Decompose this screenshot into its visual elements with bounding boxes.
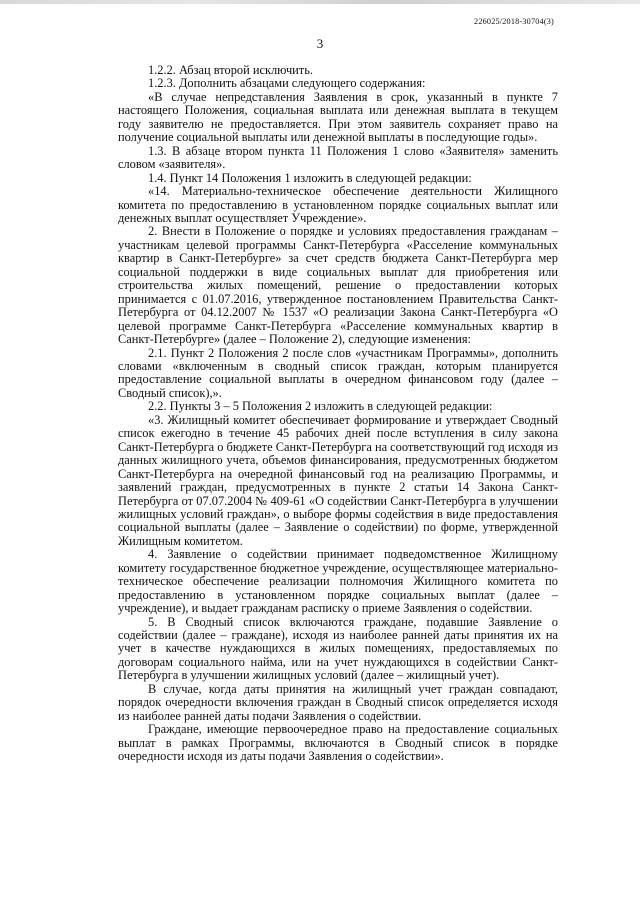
scan-top-edge xyxy=(0,0,640,4)
paragraph: «14. Материально-техническое обеспечение деятельности Жилищного комитета по предоставлению в установленном порядке социальных выплат или денежных выплат осуществляет Учреждение». xyxy=(118,184,558,225)
paragraph: «В случае непредставления Заявления в срок, указанный в пункте 7 настоящего Положения, социальная выплата или денежная выплата в текущем году заявителю не предоставляется. При этом заявитель сохраняет право на получение социальной выплаты или денежной выплаты в последующие годы». xyxy=(118,89,558,145)
document-number: 226025/2018-30704(3) xyxy=(474,17,554,26)
paragraph: «3. Жилищный комитет обеспечивает формирование и утверждает Сводный список ежегодно в течение 45 рабочих дней после вступления в силу закона Санкт-Петербурга о бюджете Санкт-Петербурга на соответствующий год исходя из данных жилищного учета, объемов финансирования, предусмотренных бюджетом Санкт-Петербурга на очередной финансовый год на реализацию Программы, и заявлений граждан, предусмотренных в пункте 2 статьи 14 Закона Санкт-Петербурга от 07.07.2004 № 409-61 «О содействии Санкт-Петербурга в улучшении жилищных условий граждан», о выборе формы содействия в виде предоставления социальной выплаты (далее – Заявление о содействии) по форме, утвержденной Жилищным комитетом. xyxy=(118,412,559,548)
paragraph: 4. Заявление о содействии принимает подведомственное Жилищному комитету государственное бюджетное учреждение, осуществляющее материально-техническое обеспечение реализации полномочия Жилищного комитета по предоставлению в установленном порядке социальных выплат (далее – учреждение), и выдает гражданам расписку о приеме Заявления о содействии. xyxy=(118,547,558,616)
page-number: 3 xyxy=(316,36,324,51)
paragraph: 2. Внести в Положение о порядке и условиях предоставления гражданам – участникам целевой программы Санкт-Петербурга «Расселение коммунальных квартир в Санкт-Петербурге» за счет средств бюджета Санкт-Петербурга мер социальной поддержки в виде социальных выплат для приобретения или строительства жилых помещений, решение о предоставлении которых принимается с 01.07.2016, утвержденное постановлением Правительства Санкт-Петербурга от 04.12.2007 № 1537 «О реализации Закона Санкт-Петербурга «О целевой программе Санкт-Петербурга «Расселение коммунальных квартир в Санкт-Петербурге» (далее – Положение 2), следующие изменения: xyxy=(118,224,558,347)
paragraph: 1.2.3. Дополнить абзацами следующего содержания: xyxy=(148,76,426,91)
paragraph: В случае, когда даты принятия на жилищный учет граждан совпадают, порядок очередности включения граждан в Сводный список определяется исходя из наиболее ранней даты подачи Заявления о содействии. xyxy=(118,681,558,723)
paragraph: 2.1. Пункт 2 Положения 2 после слов «участникам Программы», дополнить словами «включенным в сводный список граждан, которым планируется предоставление социальной выплаты в очередном финансовом году (далее – Сводный список),». xyxy=(118,345,558,400)
document-body xyxy=(118,64,558,764)
paragraph: 2.2. Пункты 3 – 5 Положения 2 изложить в следующей редакции: xyxy=(148,399,493,414)
paragraph: 1.4. Пункт 14 Положения 1 изложить в следующей редакции: xyxy=(148,170,472,185)
paragraph: 1.3. В абзаце втором пункта 11 Положения 1 слово «Заявителя» заменить словом «заявителя». xyxy=(118,143,558,172)
paragraph: 5. В Сводный список включаются граждане, подавшие Заявление о содействии (далее – граждане), исходя из наиболее ранней даты принятия их на учет в качестве нуждающихся в жилых помещениях, предоставляемых по договорам социального найма, или на учет нуждающихся в содействии Санкт-Петербурга в улучшении жилищных условий (далее – жилищный учет). xyxy=(118,614,558,683)
paragraph: 1.2.2. Абзац второй исключить. xyxy=(148,63,313,77)
paragraph: Граждане, имеющие первоочередное право на предоставление социальных выплат в рамках Программы, включаются в Сводный список в порядке очередности исходя из даты подачи Заявления о содействии». xyxy=(118,722,558,764)
